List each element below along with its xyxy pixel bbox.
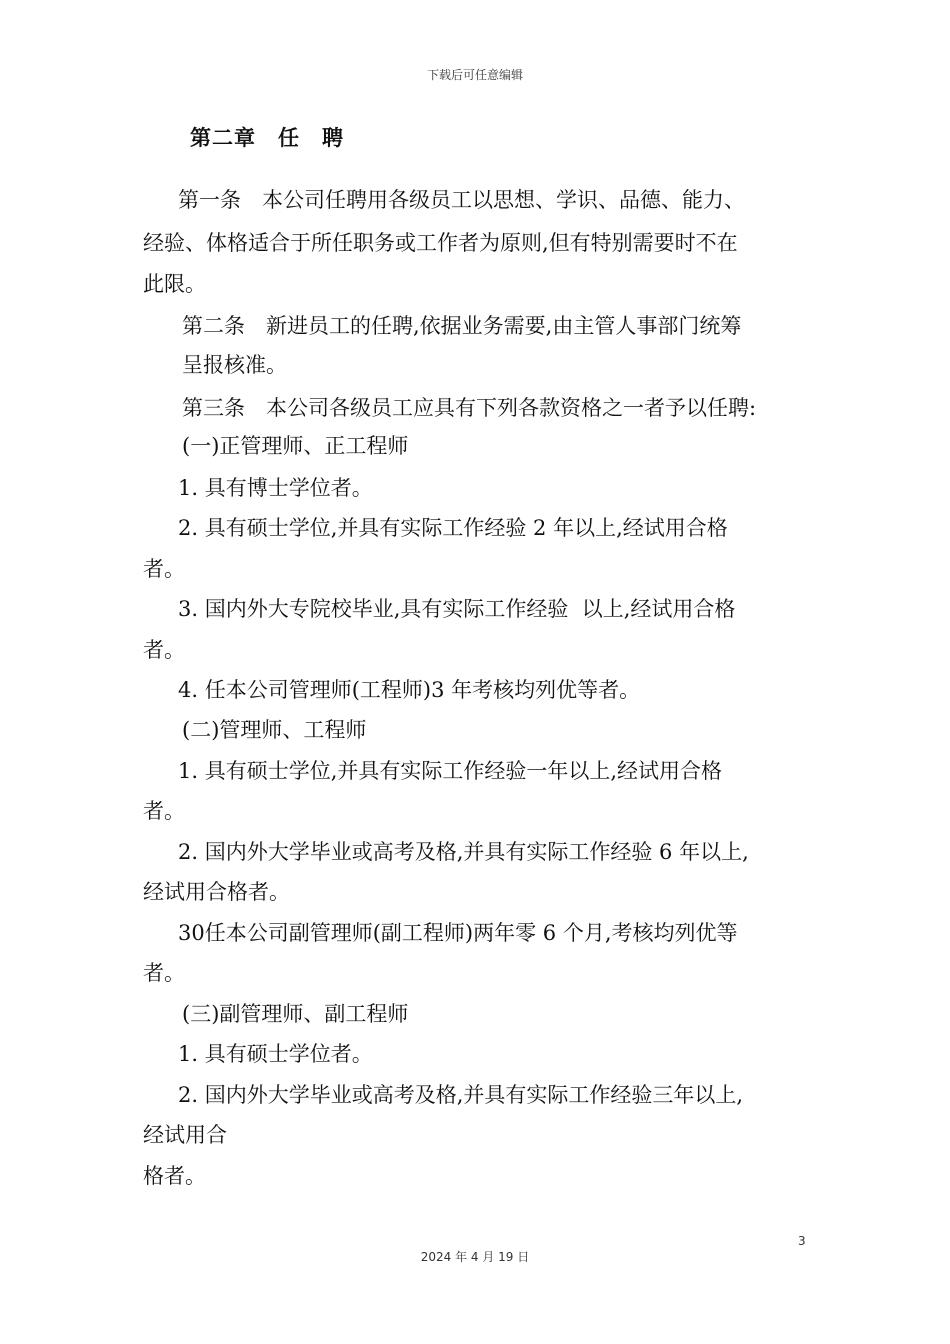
section-2-heading: (二)管理师、工程师 — [182, 718, 367, 742]
list-item: 30任本公司副管理师(副工程师)两年零 6 个月,考核均列优等 — [178, 921, 738, 945]
list-item-continuation: 经试用合 — [143, 1123, 227, 1147]
list-item-continuation: 者。 — [143, 557, 185, 581]
chapter-title: 第二章 任 聘 — [190, 126, 344, 150]
list-item-continuation: 者。 — [143, 799, 185, 823]
list-item-continuation: 经试用合格者。 — [143, 880, 290, 904]
list-item-continuation: 者。 — [143, 638, 185, 662]
list-item-continuation: 者。 — [143, 961, 185, 985]
list-item: 1. 具有硕士学位者。 — [178, 1042, 373, 1066]
list-item: 4. 任本公司管理师(工程师)3 年考核均列优等者。 — [178, 678, 641, 702]
page-header: 下载后可任意编辑 — [426, 68, 523, 82]
list-item: 2. 国内外大学毕业或高考及格,并具有实际工作经验三年以上, — [178, 1083, 744, 1107]
list-item-continuation: 格者。 — [143, 1164, 206, 1188]
list-item: 1. 具有博士学位者。 — [178, 476, 373, 500]
list-item: 1. 具有硕士学位,并具有实际工作经验一年以上,经试用合格 — [178, 759, 723, 783]
section-3-heading: (三)副管理师、副工程师 — [182, 1002, 409, 1026]
article-2-line-1: 第二条 新进员工的任聘,依据业务需要,由主管人事部门统筹 — [182, 314, 742, 338]
article-2-line-2: 呈报核准。 — [182, 353, 287, 377]
article-1-line-2: 经验、体格适合于所任职务或工作者为原则,但有特别需要时不在 — [143, 231, 738, 255]
article-3-line-1: 第三条 本公司各级员工应具有下列各款资格之一者予以任聘: — [182, 396, 757, 420]
list-item: 2. 具有硕士学位,并具有实际工作经验 2 年以上,经试用合格 — [178, 516, 728, 540]
list-item: 3. 国内外大专院校毕业,具有实际工作经验 以上,经试用合格 — [178, 597, 736, 621]
article-1-line-3: 此限。 — [143, 272, 206, 296]
article-1-line-1: 第一条 本公司任聘用各级员工以思想、学识、品德、能力、 — [178, 188, 745, 212]
footer-date: 2024 年 4 月 19 日 — [420, 1250, 530, 1264]
page-number: 3 — [798, 1234, 806, 1248]
section-1-heading: (一)正管理师、正工程师 — [182, 434, 409, 458]
list-item: 2. 国内外大学毕业或高考及格,并具有实际工作经验 6 年以上, — [178, 840, 749, 864]
